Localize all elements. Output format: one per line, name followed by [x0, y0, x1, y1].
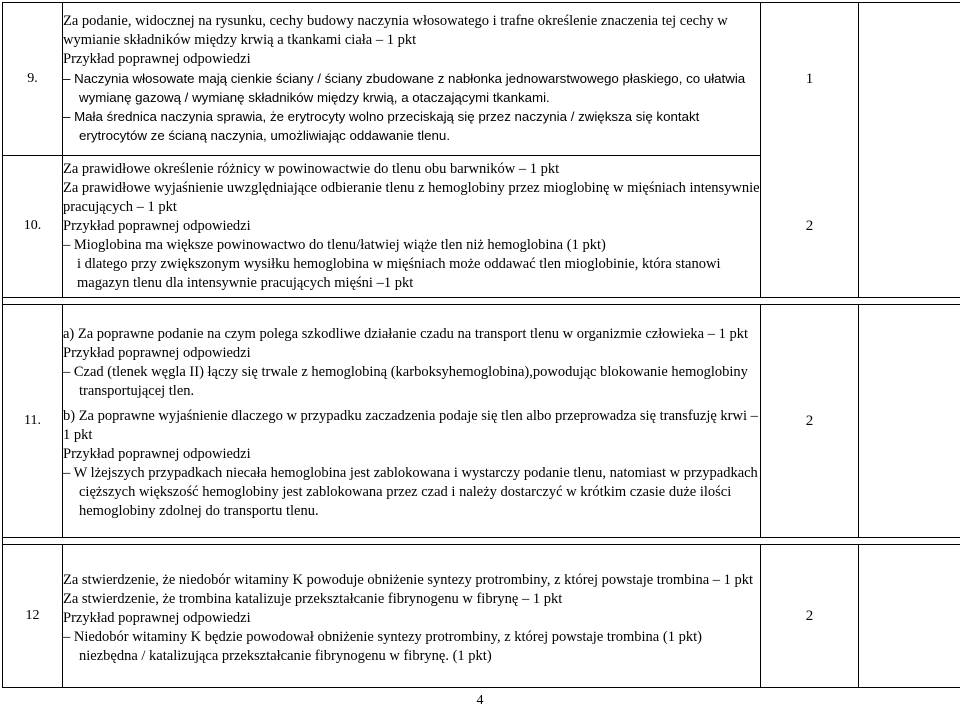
points-value: 2 — [761, 305, 859, 538]
criterion-text: a) Za poprawne podanie na czym polega szkodliwe działanie czadu na transport tlenu w organizmie człowieka – 1 pkt — [63, 326, 748, 342]
table-row — [3, 545, 960, 688]
example-answer: – W lżejszych przypadkach niecała hemoglobina jest zablokowana i wystarczy podanie tlenu, natomiast w przypadkach cięższych większość hemoglobiny jest zablokowana przez czad i należy dostarczyć w krótkim czasie duże ilości hemoglobiny zdolnej do transportu tlenu. — [63, 465, 758, 519]
example-answer: – Mioglobina ma większe powinowactwo do tlenu/łatwiej wiąże tlen niż hemoglobina (1 pkt) — [63, 236, 606, 253]
example-heading: Przykład poprawnej odpowiedzi — [63, 446, 251, 462]
example-heading: Przykład poprawnej odpowiedzi — [63, 345, 251, 361]
page-number: 4 — [476, 693, 484, 708]
question-number: 12 — [3, 545, 63, 688]
answer-content — [63, 155, 761, 297]
question-number: 10. — [3, 155, 63, 297]
answer-content — [63, 545, 761, 688]
blank-cell — [859, 545, 960, 688]
example-answer: – Naczynia włosowate mają cienkie ściany / ściany zbudowane z nabłonka jednowarstwowego płaskiego, co ułatwia wymianę gazową / wymianę składników między krwią, a otaczającymi tkankami. — [63, 71, 746, 106]
points-cell — [761, 3, 859, 298]
example-answer: – Mała średnica naczynia sprawia, że erytrocyty wolno przeciskają się przez naczynia / zwiększa się kontakt erytrocytów ze ścianą naczynia, umożliwiając oddawanie tlenu. — [63, 109, 700, 144]
answer-key-table — [2, 2, 960, 688]
criterion-text: b) Za poprawne wyjaśnienie dlaczego w przypadku zaczadzenia podaje się tlen albo przeprowadza się transfuzję krwi – 1 pkt — [63, 408, 758, 443]
example-answer: – Czad (tlenek węgla II) łączy się trwale z hemoglobiną (karboksyhemoglobina),powodując blokowanie hemoglobiny transportującej tlen. — [63, 364, 748, 399]
points-value: 2 — [761, 545, 859, 688]
table-row — [3, 3, 960, 156]
points-value: 1 — [805, 70, 814, 87]
points-value: 2 — [805, 217, 814, 234]
question-number: 9. — [3, 3, 63, 156]
criterion-text: Za prawidłowe wyjaśnienie uwzględniające odbieranie tlenu z hemoglobiny przez mioglobinę w mięśniach intensywnie pracujących – 1 pkt — [63, 179, 760, 215]
row-gap — [3, 538, 960, 545]
example-heading: Przykład poprawnej odpowiedzi — [63, 51, 251, 68]
criterion-text: Za prawidłowe określenie różnicy w powinowactwie do tlenu obu barwników – 1 pkt — [63, 160, 560, 177]
answer-content — [63, 305, 761, 538]
criterion-text: Za stwierdzenie, że trombina katalizuje przekształcanie fibrynogenu w fibrynę – 1 pkt — [63, 590, 563, 607]
example-heading: Przykład poprawnej odpowiedzi — [63, 217, 251, 234]
table-row — [3, 305, 960, 538]
answer-content — [63, 3, 761, 156]
criterion-text: Za stwierdzenie, że niedobór witaminy K powoduje obniżenie syntezy protrombiny, z której powstaje trombina – 1 pkt — [63, 571, 754, 588]
example-answer: – Niedobór witaminy K będzie powodował obniżenie syntezy protrombiny, z której powstaje trombina (1 pkt) niezbędna / katalizująca przekształcanie fibrynogenu w fibrynę. (1 pkt) — [63, 628, 702, 664]
example-heading: Przykład poprawnej odpowiedzi — [63, 609, 251, 626]
blank-cell — [859, 305, 960, 538]
row-gap — [3, 298, 960, 305]
question-number: 11. — [3, 305, 63, 538]
blank-cell — [859, 3, 960, 298]
criterion-text: Za podanie, widocznej na rysunku, cechy budowy naczynia włosowatego i trafne określenie znaczenia tej cechy w wymianie składników między krwią a tkankami ciała – 1 pkt — [63, 13, 728, 49]
example-answer: i dlatego przy zwiększonym wysiłku hemoglobina w mięśniach może oddawać tlen mioglobinie, która stanowi magazyn tlenu dla intensywnie pracujących mięśni –1 pkt — [77, 255, 721, 291]
